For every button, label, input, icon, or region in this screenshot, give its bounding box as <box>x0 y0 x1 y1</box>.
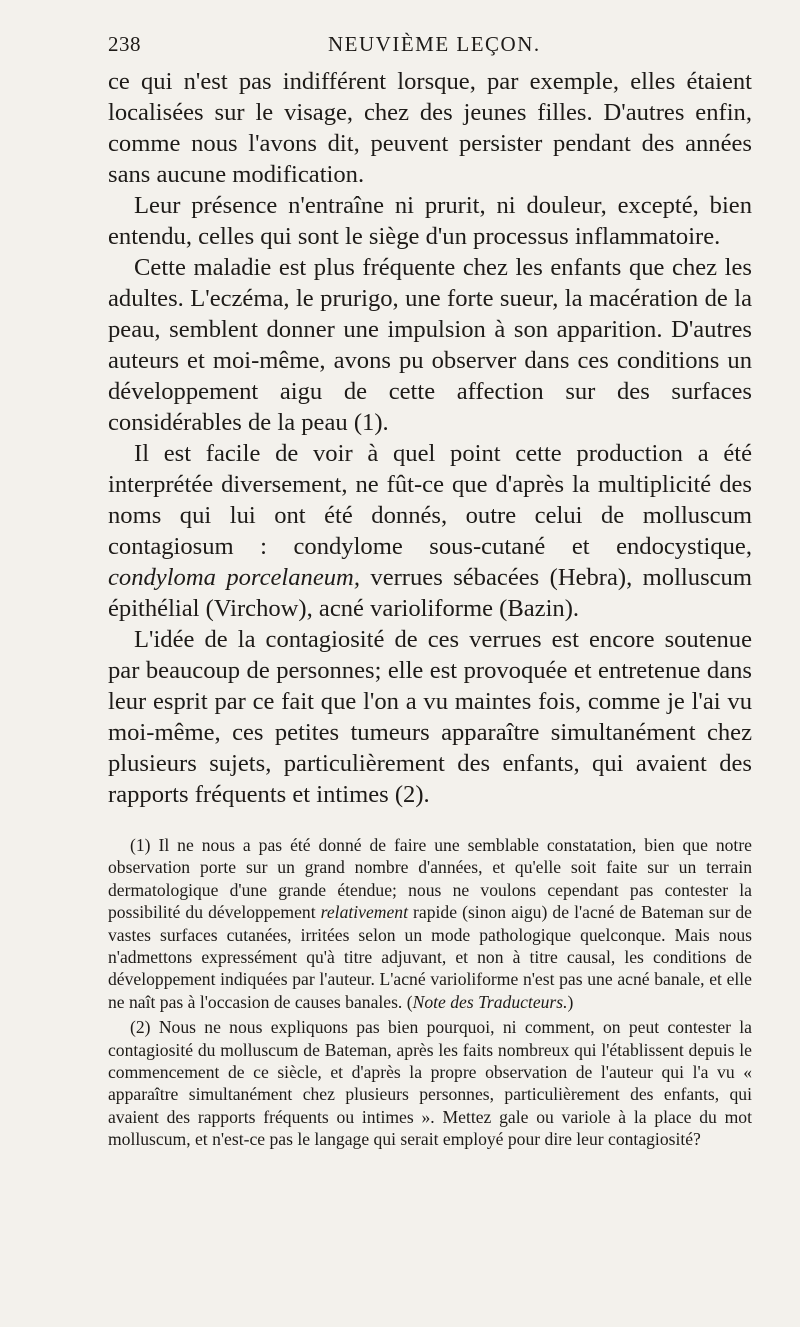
footnote-1-text-a: (1) Il ne nous a pas été donné de faire une semblable constatation, bien que notre observation porte sur un grand nombre d'années, et qu'elle soit faite sur un terrain dermatologique d'une grande étendue; nous ne voulons cependant pas contester la possibilité du développement <box>108 835 752 923</box>
running-title: NEUVIÈME LEÇON. <box>328 32 541 56</box>
footnote-2: (2) Nous ne nous expliquons pas bien pourquoi, ni comment, on peut contester la contagiosité du molluscum de Bateman, après les faits nombreux qui l'établissent depuis le commencement de ce siècle, et d'après la propre observation de l'auteur qui l'a vu « apparaître simultanément chez plusieurs personnes, particulièrement des enfants, qui avaient des rapports fréquents ou intimes ». Mettez gale ou variole à la place du mot molluscum, et n'est-ce pas le langage qui serait employé pour dire leur contagiosité? <box>108 1017 752 1150</box>
paragraph-5: L'idée de la contagiosité de ces verrues est encore soutenue par beaucoup de personnes; elle est provoquée et entretenue dans leur esprit par ce fait que l'on a vu maintes fois, comme je l'ai vu moi-même, ces petites tumeurs apparaître simultanément chez plusieurs sujets, particulièrement des enfants, qui avaient des rapports fréquents et intimes (2). <box>108 626 752 808</box>
footnote-1-translator-note: Note des Traducteurs. <box>412 991 568 1012</box>
page-number: 238 <box>108 32 141 56</box>
paragraph-4 <box>108 438 752 624</box>
footnote-1-text-b: rapide (sinon aigu) de l'acné de Bateman sur de vastes surfaces cutanées, irritées selon un mode pathologique quelconque. Mais nous n'admettons expressément qu'à titre adjuvant, et non à titre causal, les conditions de développement indiquées par l'auteur. L'acné varioliforme n'est pas une acné banale, et elle ne naît pas à l'occasion de causes banales. ( <box>108 902 752 1012</box>
body-text <box>108 66 752 810</box>
paragraph-2: Leur présence n'entraîne ni prurit, ni douleur, excepté, bien entendu, celles qui sont le siège d'un processus inflammatoire. <box>108 192 752 250</box>
footnote-1-text-c: ) <box>567 991 574 1012</box>
footnotes <box>108 834 752 1151</box>
paragraph-4-text-a: Il est facile de voir à quel point cette production a été interprétée diversement, ne fût-ce que d'après la multiplicité des noms qui lui ont été donnés, outre celui de molluscum contagiosum : condylome sous-cutané et endocystique, <box>108 440 752 560</box>
paragraph-4-text-b: verrues sébacées (Hebra), molluscum épithélial (Virchow), acné varioliforme (Bazin). <box>108 564 752 622</box>
paragraph-4-italic-term: condyloma porcelaneum, <box>108 564 360 591</box>
footnote-1 <box>108 834 752 1013</box>
running-head <box>108 26 752 60</box>
footnote-1-italic-word: relativement <box>320 902 408 923</box>
paragraph-1: ce qui n'est pas indifférent lorsque, par exemple, elles étaient localisées sur le visage, chez des jeunes filles. D'autres enfin, comme nous l'avons dit, peuvent persister pendant des années sans aucune modification. <box>108 68 752 188</box>
paragraph-3: Cette maladie est plus fréquente chez les enfants que chez les adultes. L'eczéma, le prurigo, une forte sueur, la macération de la peau, semblent donner une impulsion à son apparition. D'autres auteurs et moi-même, avons pu observer dans ces conditions un développement aigu de cette affection sur des surfaces considérables de la peau (1). <box>108 254 752 436</box>
